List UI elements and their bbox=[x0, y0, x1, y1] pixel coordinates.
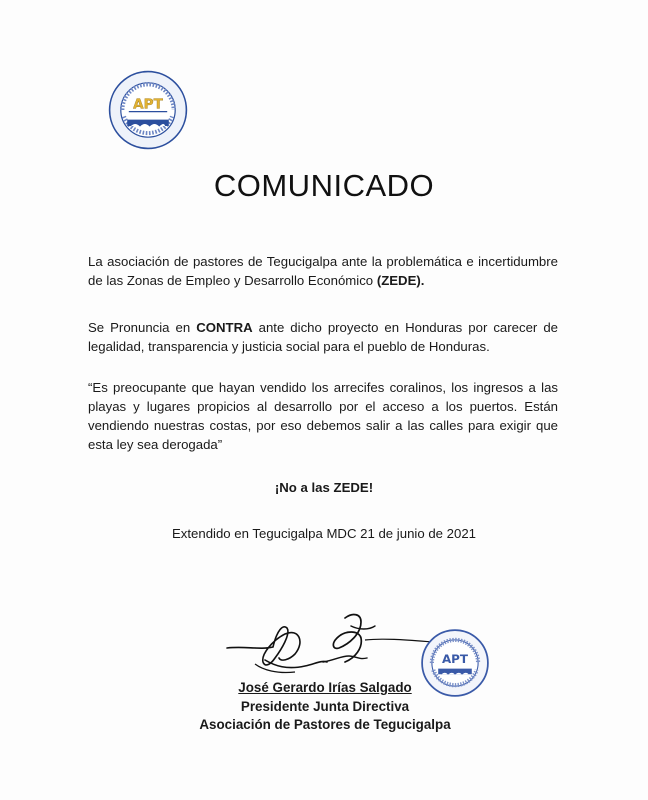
slogan: ¡No a las ZEDE! bbox=[274, 480, 374, 495]
signature-two bbox=[315, 608, 435, 676]
zede-acronym: (ZEDE). bbox=[376, 273, 425, 288]
paragraph-intro-text: La asociación de pastores de Tegucigalpa ante la problemática e incertidumbre de las Zonas de Empleo y Desarrollo Económico bbox=[88, 254, 558, 288]
signer-name: José Gerardo Irías Salgado bbox=[238, 680, 412, 695]
dateline: Extendido en Tegucigalpa MDC 21 de junio de 2021 bbox=[171, 526, 477, 541]
signer-organization: Asociación de Pastores de Tegucigalpa bbox=[199, 717, 451, 732]
association-logo bbox=[108, 70, 188, 150]
statement-bold: CONTRA bbox=[196, 320, 253, 335]
document-title: COMUNICADO bbox=[213, 168, 435, 203]
signer-role: Presidente Junta Directiva bbox=[240, 699, 410, 714]
paragraph-intro bbox=[88, 252, 558, 290]
statement-before: Se Pronuncia en bbox=[88, 320, 197, 335]
paragraph-statement bbox=[88, 318, 558, 356]
statement-after: ante dicho proyecto en Honduras por carecer de legalidad, transparencia y justicia social para el pueblo de Honduras. bbox=[88, 320, 558, 354]
svg-text:APT: APT bbox=[133, 96, 163, 113]
svg-text:APT: APT bbox=[441, 652, 469, 666]
paragraph-quote: “Es preocupante que hayan vendido los arrecifes coralinos, los ingresos a las playas y lugares propicios al desarrollo por el acceso a los puertos. Están vendiendo nuestras costas, por eso debemos salir a las calles para exigir que esta ley sea derogada” bbox=[88, 380, 558, 452]
